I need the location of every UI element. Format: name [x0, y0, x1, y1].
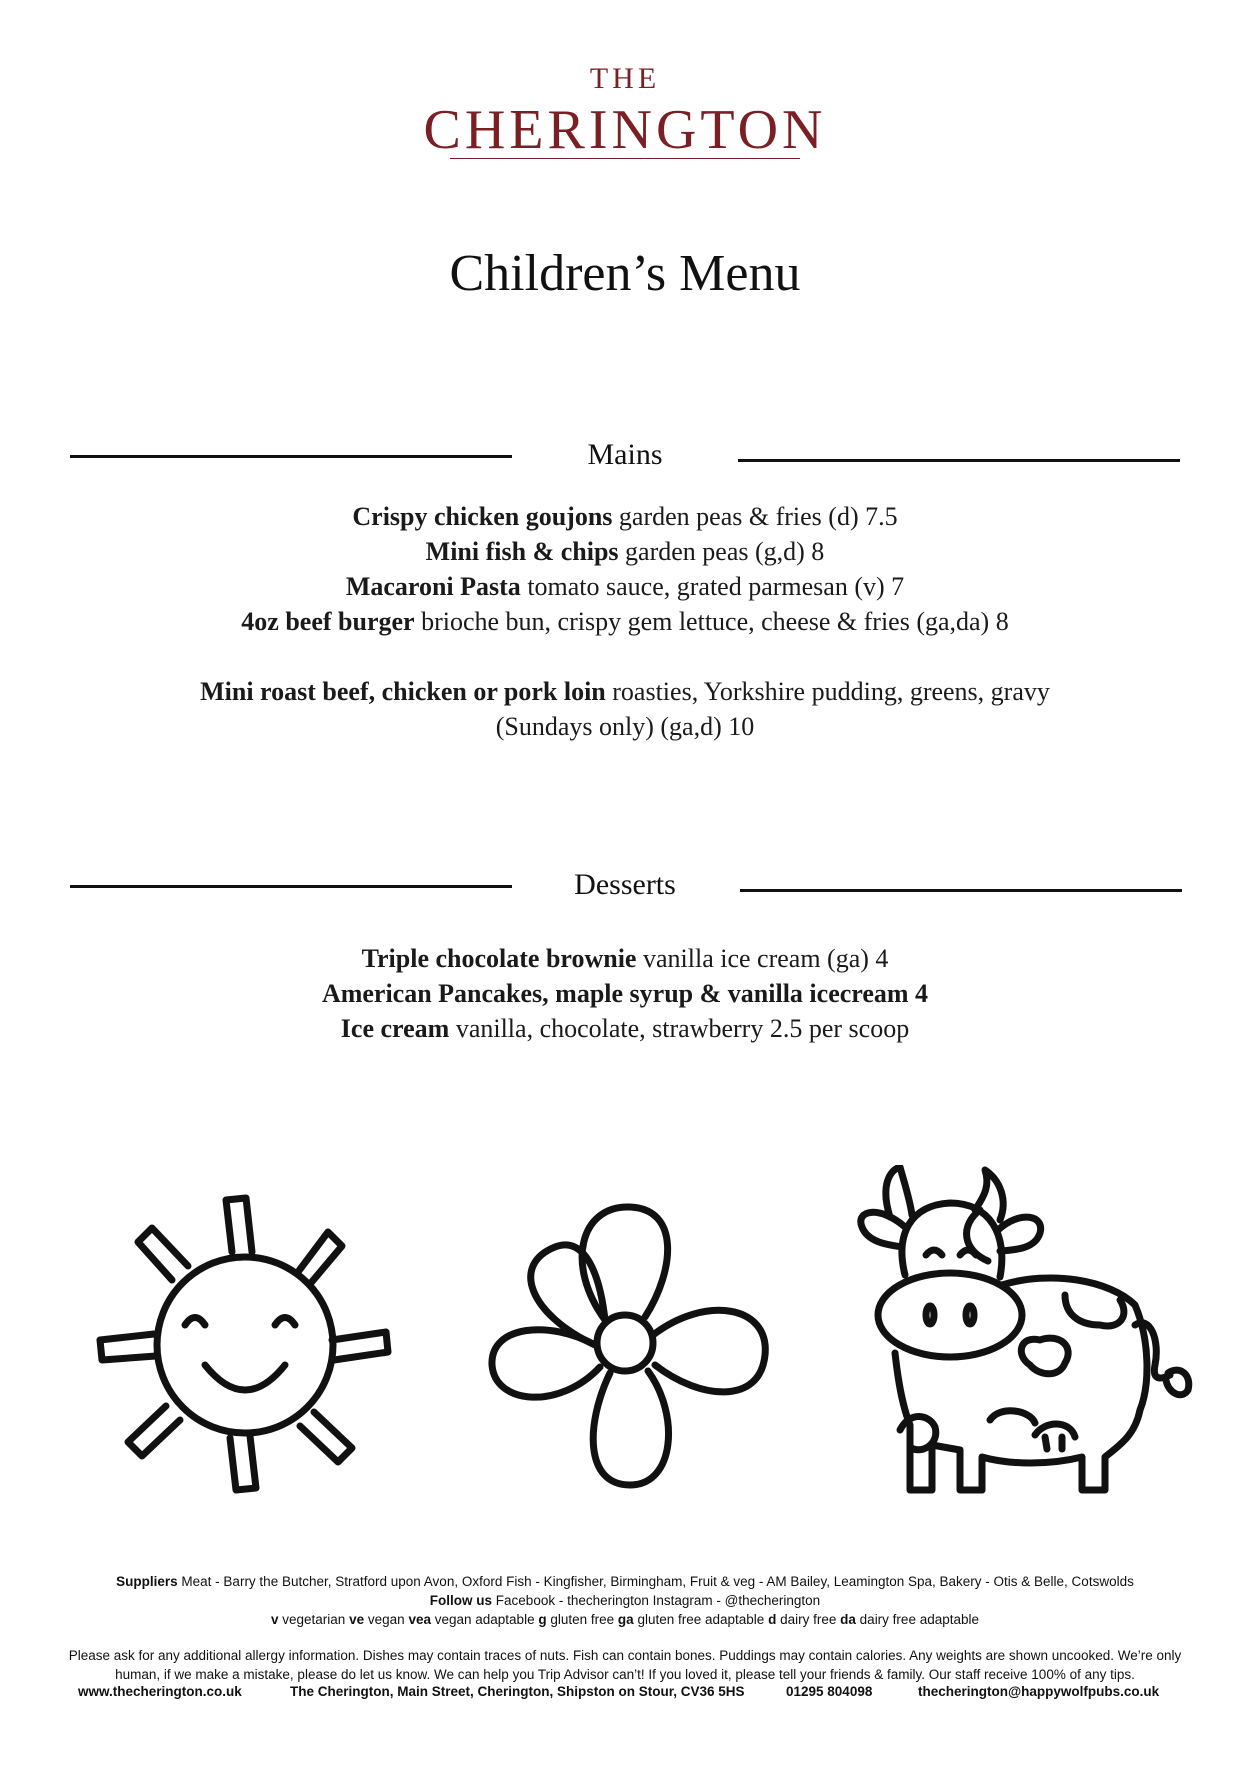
- desserts-list: [0, 941, 1250, 1046]
- flower-icon: [470, 1185, 790, 1505]
- logo-the: THE: [589, 62, 661, 95]
- list-item: Crispy chicken goujons garden peas & fries (d) 7.5: [352, 502, 898, 531]
- mains-list: [0, 499, 1250, 744]
- page-title: Children’s Menu: [449, 245, 801, 302]
- logo-name: CHERINGTON: [423, 99, 827, 161]
- sun-icon: [80, 1180, 410, 1510]
- logo-underline: [450, 158, 800, 159]
- footer-follow: Follow us Facebook - thecherington Instagram - @thecherington: [429, 1593, 821, 1608]
- footer-allergy-line-2: human, if we make a mistake, please do let us know. We can help you Trip Advisor can’t! If you loved it, please tell your friends & family. Our staff receive 100% of any tips.: [115, 1667, 1135, 1682]
- cow-icon: [850, 1165, 1210, 1510]
- website-link[interactable]: www.thecherington.co.uk: [78, 1684, 242, 1699]
- footer-allergy-line-1: Please ask for any additional allergy information. Dishes may contain traces of nuts. Fish can contain bones. Puddings may contain calories. Any weights are shown uncooked. We’re only: [68, 1648, 1182, 1663]
- list-item: Triple chocolate brownie vanilla ice cream (ga) 4: [361, 944, 889, 973]
- footer-suppliers: Suppliers Meat - Barry the Butcher, Stratford upon Avon, Oxford Fish - Kingfisher, Birmingham, Fruit & veg - AM Bailey, Leamington Spa, Bakery - Otis & Belle, Cotswolds: [116, 1574, 1134, 1589]
- section-title-desserts: Desserts: [574, 868, 676, 901]
- phone-link[interactable]: 01295 804098: [786, 1684, 873, 1699]
- list-item: American Pancakes, maple syrup & vanilla icecream 4: [321, 979, 929, 1008]
- section-title-mains: Mains: [587, 438, 663, 471]
- footer-contact: [0, 1684, 1250, 1704]
- list-item: Macaroni Pasta tomato sauce, grated parmesan (v) 7: [345, 572, 905, 601]
- list-item: Ice cream vanilla, chocolate, strawberry 2.5 per scoop: [340, 1014, 910, 1043]
- address: The Cherington, Main Street, Cherington, Shipston on Stour, CV36 5HS: [290, 1684, 745, 1699]
- list-item: 4oz beef burger brioche bun, crispy gem lettuce, cheese & fries (ga,da) 8: [241, 607, 1009, 636]
- list-item: Mini roast beef, chicken or pork loin roasties, Yorkshire pudding, greens, gravy: [200, 677, 1050, 706]
- footer-dietary-key: v vegetarian ve vegan vea vegan adaptable g gluten free ga gluten free adaptable d dairy free da dairy free adaptable: [270, 1612, 980, 1627]
- list-item: Mini fish & chips garden peas (g,d) 8: [425, 537, 825, 566]
- list-item: (Sundays only) (ga,d) 10: [495, 712, 755, 741]
- email-link[interactable]: thecherington@happywolfpubs.co.uk: [918, 1684, 1160, 1699]
